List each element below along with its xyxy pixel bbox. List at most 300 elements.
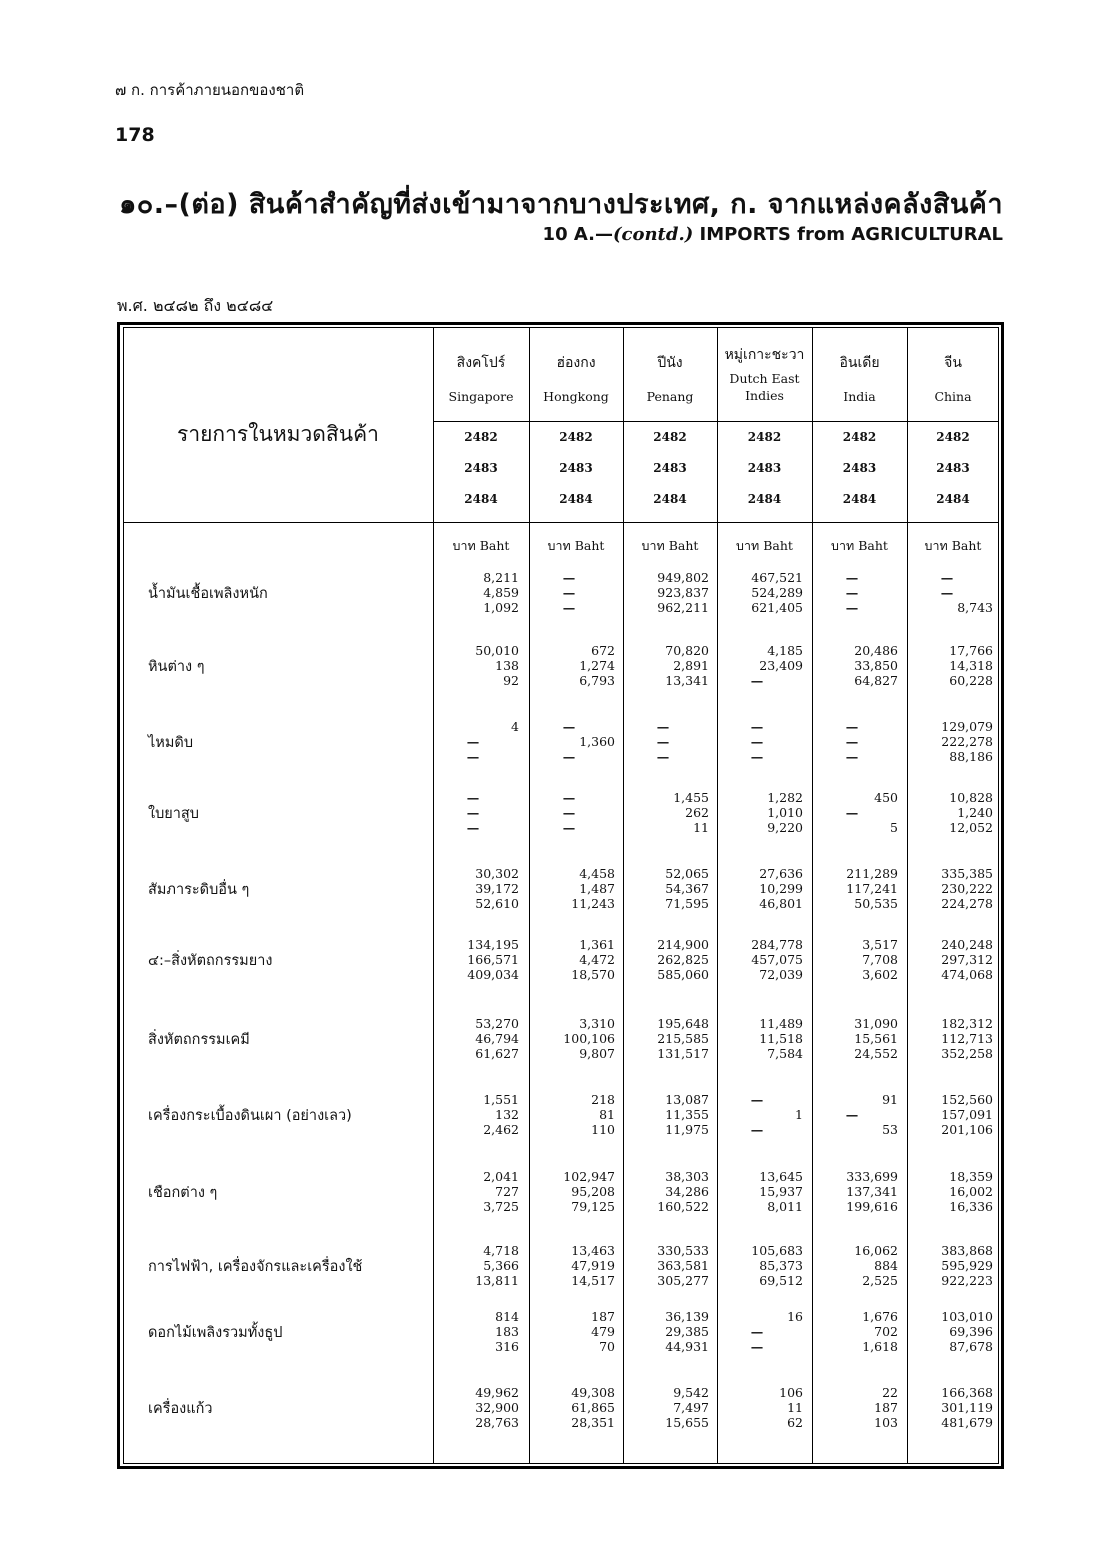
cell-value: — [562, 790, 576, 805]
cell-value: 15,937 [759, 1184, 803, 1199]
data-cell [529, 643, 623, 688]
column-header-thai: อินเดีย [839, 355, 880, 371]
year-label: 2484 [464, 492, 498, 506]
data-cell [433, 1243, 527, 1288]
data-cell [529, 1016, 623, 1061]
column-header-english: India [843, 389, 876, 404]
data-cell [812, 790, 906, 835]
cell-value: 8,743 [957, 600, 993, 615]
cell-value: 13,463 [571, 1243, 615, 1258]
column-header-thai: ปีนัง [657, 355, 683, 371]
row-label: ไหมดิบ [148, 735, 194, 751]
data-cell [812, 866, 906, 911]
cell-value: — [750, 1339, 764, 1354]
data-cell [529, 866, 623, 911]
year-label: 2482 [653, 430, 687, 444]
row-label: ๔:–สิ่งหัตถกรรมยาง [148, 953, 273, 969]
cell-value: 621,405 [751, 600, 803, 615]
cell-value: 2,891 [673, 658, 709, 673]
data-cell [812, 1243, 906, 1288]
row-label: เชือกต่าง ๆ [148, 1185, 218, 1201]
cell-value: 8,211 [483, 570, 519, 585]
cell-value: 1,010 [767, 805, 803, 820]
cell-value: 106 [779, 1385, 803, 1400]
data-cell [812, 1092, 906, 1137]
data-cell [433, 643, 527, 688]
data-cell [717, 1385, 811, 1430]
data-cell [907, 1092, 1001, 1137]
cell-value: 11,355 [665, 1107, 709, 1122]
cell-value: 138 [495, 658, 519, 673]
cell-value: 352,258 [941, 1046, 993, 1061]
cell-value: 2,525 [862, 1273, 898, 1288]
data-cell [433, 937, 527, 982]
year-label: 2484 [559, 492, 593, 506]
cell-value: 12,052 [949, 820, 993, 835]
data-cell [907, 719, 1001, 764]
cell-value: 131,517 [657, 1046, 709, 1061]
cell-value: — [845, 1107, 859, 1122]
cell-value: 14,517 [571, 1273, 615, 1288]
cell-value: 297,312 [941, 952, 993, 967]
unit-label: บาท Baht [924, 538, 982, 553]
unit-label: บาท Baht [547, 538, 605, 553]
cell-value: 132 [495, 1107, 519, 1122]
data-cell [717, 719, 811, 764]
data-cell [433, 790, 527, 835]
cell-value: 230,222 [941, 881, 993, 896]
cell-value: 11,975 [665, 1122, 709, 1137]
data-cell [812, 1169, 906, 1214]
data-cell [623, 1243, 717, 1288]
cell-value: 61,865 [571, 1400, 615, 1415]
cell-value: 11,518 [759, 1031, 803, 1046]
cell-value: 4,458 [579, 866, 615, 881]
cell-value: — [845, 749, 859, 764]
cell-value: 16,002 [949, 1184, 993, 1199]
cell-value: 72,039 [759, 967, 803, 982]
data-cell [717, 570, 811, 615]
cell-value: 949,802 [657, 570, 709, 585]
cell-value: 49,308 [571, 1385, 615, 1400]
cell-value: 211,289 [846, 866, 898, 881]
cell-value: 218 [591, 1092, 615, 1107]
cell-value: — [940, 585, 954, 600]
cell-value: — [562, 600, 576, 615]
cell-value: 1 [795, 1107, 803, 1122]
data-cell [717, 790, 811, 835]
cell-value: 183 [495, 1324, 519, 1339]
cell-value: — [562, 719, 576, 734]
cell-value: 1,676 [862, 1309, 898, 1324]
year-label: 2483 [464, 461, 498, 475]
cell-value: 61,627 [475, 1046, 519, 1061]
cell-value: 199,616 [846, 1199, 898, 1214]
cell-value: 24,552 [854, 1046, 898, 1061]
cell-value: 409,034 [467, 967, 519, 982]
cell-value: 11,243 [571, 896, 615, 911]
cell-value: — [562, 749, 576, 764]
cell-value: 3,602 [862, 967, 898, 982]
column-header-thai: ฮ่องกง [556, 355, 596, 371]
cell-value: 222,278 [941, 734, 993, 749]
cell-value: 30,302 [475, 866, 519, 881]
data-cell [907, 1243, 1001, 1288]
cell-value: 7,584 [767, 1046, 803, 1061]
cell-value: 50,535 [854, 896, 898, 911]
cell-value: 103,010 [941, 1309, 993, 1324]
cell-value: 18,570 [571, 967, 615, 982]
cell-value: 50,010 [475, 643, 519, 658]
cell-value: — [466, 820, 480, 835]
cell-value: 110 [591, 1122, 615, 1137]
cell-value: 187 [874, 1400, 898, 1415]
cell-value: 214,900 [657, 937, 709, 952]
cell-value: 8,011 [767, 1199, 803, 1214]
cell-value: 10,828 [949, 790, 993, 805]
cell-value: — [845, 734, 859, 749]
cell-value: 134,195 [467, 937, 519, 952]
cell-value: 18,359 [949, 1169, 993, 1184]
cell-value: — [562, 820, 576, 835]
title-en-prefix: 10 A.— [542, 224, 613, 245]
cell-value: — [940, 570, 954, 585]
cell-value: 34,286 [665, 1184, 709, 1199]
cell-value: — [750, 1324, 764, 1339]
cell-value: 152,560 [941, 1092, 993, 1107]
cell-value: 1,274 [579, 658, 615, 673]
table-title-english [543, 224, 1003, 245]
data-cell [529, 1169, 623, 1214]
section-header: ๗ ก. การค้าภายนอกของชาติ [115, 81, 305, 99]
column-header-english: Penang [646, 389, 694, 404]
year-label: 2483 [936, 461, 970, 475]
data-cell [907, 937, 1001, 982]
data-cell [717, 1092, 811, 1137]
cell-value: 2,462 [483, 1122, 519, 1137]
cell-value: 11 [693, 820, 709, 835]
cell-value: 363,581 [657, 1258, 709, 1273]
data-cell [623, 866, 717, 911]
cell-value: 1,618 [862, 1339, 898, 1354]
cell-value: 52,610 [475, 896, 519, 911]
cell-value: 102,947 [563, 1169, 615, 1184]
cell-value: 69,396 [949, 1324, 993, 1339]
cell-value: 117,241 [846, 881, 898, 896]
unit-label: บาท Baht [452, 538, 510, 553]
cell-value: — [845, 805, 859, 820]
cell-value: 13,087 [665, 1092, 709, 1107]
cell-value: 28,351 [571, 1415, 615, 1430]
row-label: เครื่องกระเบื้องดินเผา (อย่างเลว) [148, 1108, 352, 1124]
cell-value: 13,341 [665, 673, 709, 688]
cell-value: 137,341 [846, 1184, 898, 1199]
row-label: หินต่าง ๆ [148, 659, 205, 675]
data-cell [529, 570, 623, 615]
cell-value: 100,106 [563, 1031, 615, 1046]
cell-value: 1,360 [579, 734, 615, 749]
cell-value: 1,487 [579, 881, 615, 896]
row-label: น้ำมันเชื้อเพลิงหนัก [148, 586, 268, 602]
cell-value: 14,318 [949, 658, 993, 673]
cell-value: 22 [882, 1385, 898, 1400]
column-header-english: Dutch East Indies [729, 371, 800, 403]
data-cell [623, 937, 717, 982]
year-label: 2482 [559, 430, 593, 444]
data-cell [717, 866, 811, 911]
data-cell [623, 1309, 717, 1354]
cell-value: 4,185 [767, 643, 803, 658]
cell-value: 33,850 [854, 658, 898, 673]
unit-label: บาท Baht [736, 538, 793, 553]
cell-value: 1,282 [767, 790, 803, 805]
cell-value: 38,303 [665, 1169, 709, 1184]
cell-value: 166,571 [467, 952, 519, 967]
cell-value: 672 [591, 643, 615, 658]
cell-value: — [466, 734, 480, 749]
cell-value: — [845, 570, 859, 585]
table-title-thai: ๑๐.–(ต่อ) สินค้าสำคัญที่ส่งเข้ามาจากบางประเทศ, ก. จากแหล่งคลังสินค้า [119, 189, 1003, 220]
cell-value: 39,172 [475, 881, 519, 896]
data-cell [529, 790, 623, 835]
cell-value: — [562, 585, 576, 600]
cell-value: 474,068 [941, 967, 993, 982]
cell-value: — [466, 805, 480, 820]
cell-value: 195,648 [657, 1016, 709, 1031]
column-header-english: Hongkong [543, 389, 609, 404]
cell-value: 29,385 [665, 1324, 709, 1339]
cell-value: 31,090 [854, 1016, 898, 1031]
cell-value: — [750, 1122, 764, 1137]
cell-value: 13,645 [759, 1169, 803, 1184]
cell-value: 79,125 [571, 1199, 615, 1214]
data-cell [433, 1309, 527, 1354]
cell-value: 585,060 [657, 967, 709, 982]
cell-value: 62 [787, 1415, 803, 1430]
column-header-english: China [934, 389, 972, 404]
cell-value: 3,310 [579, 1016, 615, 1031]
data-cell [433, 1092, 527, 1137]
cell-value: 2,041 [483, 1169, 519, 1184]
data-cell [623, 719, 717, 764]
cell-value: 70,820 [665, 643, 709, 658]
cell-value: 330,533 [657, 1243, 709, 1258]
cell-value: 15,655 [665, 1415, 709, 1430]
cell-value: 10,299 [759, 881, 803, 896]
data-cell [812, 643, 906, 688]
cell-value: 53 [882, 1122, 898, 1137]
header-rule [433, 421, 999, 422]
cell-value: 160,522 [657, 1199, 709, 1214]
cell-value: 49,962 [475, 1385, 519, 1400]
data-cell [623, 643, 717, 688]
cell-value: 166,368 [941, 1385, 993, 1400]
column-header-thai: สิงคโปร์ [456, 355, 506, 371]
cell-value: 15,561 [854, 1031, 898, 1046]
cell-value: 450 [874, 790, 898, 805]
cell-value: 182,312 [941, 1016, 993, 1031]
cell-value: 923,837 [657, 585, 709, 600]
cell-value: 5 [890, 820, 898, 835]
data-cell [812, 719, 906, 764]
cell-value: 4,718 [483, 1243, 519, 1258]
cell-value: 1,361 [579, 937, 615, 952]
cell-value: 524,289 [751, 585, 803, 600]
data-cell [623, 1385, 717, 1430]
cell-value: 9,220 [767, 820, 803, 835]
data-cell [717, 937, 811, 982]
cell-value: 71,595 [665, 896, 709, 911]
title-en-contd: (contd.) [612, 224, 694, 245]
data-cell [907, 1309, 1001, 1354]
cell-value: 16 [787, 1309, 803, 1324]
data-cell [717, 1016, 811, 1061]
year-label: 2483 [747, 461, 782, 475]
data-cell [717, 1169, 811, 1214]
data-cell [907, 643, 1001, 688]
year-label: 2482 [464, 430, 498, 444]
cell-value: 81 [599, 1107, 615, 1122]
year-label: 2483 [653, 461, 687, 475]
cell-value: 4,472 [579, 952, 615, 967]
cell-value: 32,900 [475, 1400, 519, 1415]
data-cell [717, 643, 811, 688]
data-cell [812, 1309, 906, 1354]
cell-value: 11,489 [759, 1016, 803, 1031]
row-label: ใบยาสูบ [148, 806, 199, 822]
cell-value: 92 [503, 673, 519, 688]
cell-value: 262,825 [657, 952, 709, 967]
cell-value: 95,208 [571, 1184, 615, 1199]
cell-value: 702 [874, 1324, 898, 1339]
column-header-thai: จีน [944, 355, 962, 371]
cell-value: — [562, 805, 576, 820]
cell-value: 301,119 [941, 1400, 993, 1415]
cell-value: 9,807 [579, 1046, 615, 1061]
cell-value: 88,186 [949, 749, 993, 764]
cell-value: — [656, 734, 670, 749]
cell-value: 481,679 [941, 1415, 993, 1430]
cell-value: 922,223 [941, 1273, 993, 1288]
year-label: 2482 [747, 430, 782, 444]
cell-value: — [466, 790, 480, 805]
data-cell [529, 1385, 623, 1430]
title-en-rest: IMPORTS from AGRICULTURAL [693, 224, 1003, 245]
cell-value: 5,366 [483, 1258, 519, 1273]
page-number: 178 [115, 124, 155, 146]
data-cell [529, 1309, 623, 1354]
cell-value: — [750, 734, 764, 749]
group-label: รายการในหมวดสินค้า [177, 422, 379, 446]
cell-value: 28,763 [475, 1415, 519, 1430]
cell-value: 215,585 [657, 1031, 709, 1046]
cell-value: 91 [882, 1092, 898, 1107]
cell-value: — [466, 749, 480, 764]
data-cell [623, 790, 717, 835]
cell-value: — [845, 600, 859, 615]
cell-value: 962,211 [657, 600, 709, 615]
header-rule [123, 522, 999, 523]
data-cell [623, 1016, 717, 1061]
cell-value: 1,551 [483, 1092, 519, 1107]
cell-value: — [656, 749, 670, 764]
cell-value: 87,678 [949, 1339, 993, 1354]
data-cell [623, 1169, 717, 1214]
cell-value: 44,931 [665, 1339, 709, 1354]
data-cell [433, 866, 527, 911]
year-range: พ.ศ. ๒๔๘๒ ถึง ๒๔๘๔ [117, 296, 274, 315]
year-label: 2483 [842, 461, 877, 475]
cell-value: 467,521 [751, 570, 803, 585]
cell-value: 129,079 [941, 719, 993, 734]
cell-value: 4,859 [483, 585, 519, 600]
cell-value: 70 [599, 1339, 615, 1354]
cell-value: 52,065 [665, 866, 709, 881]
data-cell [529, 719, 623, 764]
cell-value: 157,091 [941, 1107, 993, 1122]
cell-value: 53,270 [475, 1016, 519, 1031]
cell-value: 479 [591, 1324, 615, 1339]
cell-value: 103 [874, 1415, 898, 1430]
cell-value: — [750, 719, 764, 734]
cell-value: 240,248 [941, 937, 993, 952]
data-cell [907, 1016, 1001, 1061]
cell-value: 3,725 [483, 1199, 519, 1214]
row-label: สิ่งหัตถกรรมเคมี [148, 1032, 250, 1048]
cell-value: 64,827 [854, 673, 898, 688]
data-cell [433, 570, 527, 615]
cell-value: 4 [511, 719, 519, 734]
data-cell [623, 1092, 717, 1137]
data-cell [529, 1092, 623, 1137]
row-label: ดอกไม้เพลิงรวมทั้งธูป [148, 1325, 283, 1341]
data-cell [812, 1016, 906, 1061]
data-cell [812, 1385, 906, 1430]
cell-value: 457,075 [751, 952, 803, 967]
cell-value: — [750, 1092, 764, 1107]
data-cell [529, 937, 623, 982]
data-cell [907, 570, 1001, 615]
year-label: 2484 [842, 492, 877, 506]
cell-value: — [845, 719, 859, 734]
cell-value: 305,277 [657, 1273, 709, 1288]
cell-value: 46,801 [759, 896, 803, 911]
data-cell [907, 790, 1001, 835]
year-label: 2482 [842, 430, 877, 444]
cell-value: 6,793 [579, 673, 615, 688]
cell-value: 69,512 [759, 1273, 803, 1288]
row-label: การไฟฟ้า, เครื่องจักรและเครื่องใช้ [148, 1259, 363, 1275]
data-cell [433, 1385, 527, 1430]
cell-value: 36,139 [665, 1309, 709, 1324]
cell-value: — [750, 749, 764, 764]
cell-value: 60,228 [949, 673, 993, 688]
data-cell [907, 1169, 1001, 1214]
cell-value: 27,636 [759, 866, 803, 881]
data-cell [812, 570, 906, 615]
cell-value: 13,811 [475, 1273, 519, 1288]
cell-value: 201,106 [941, 1122, 993, 1137]
cell-value: 316 [495, 1339, 519, 1354]
cell-value: 595,929 [941, 1258, 993, 1273]
cell-value: 1,240 [957, 805, 993, 820]
year-label: 2484 [653, 492, 687, 506]
cell-value: 20,486 [854, 643, 898, 658]
cell-value: 17,766 [949, 643, 993, 658]
data-cell [717, 1309, 811, 1354]
cell-value: 383,868 [941, 1243, 993, 1258]
cell-value: 23,409 [759, 658, 803, 673]
